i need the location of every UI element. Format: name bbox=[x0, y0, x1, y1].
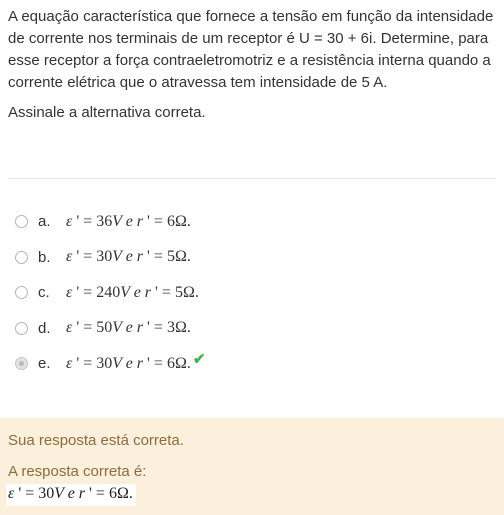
feedback-panel bbox=[0, 418, 504, 515]
correct-answer-label: A resposta correta é: bbox=[8, 463, 147, 480]
option-eps-value: 240 bbox=[96, 283, 121, 301]
option-r-value: 6Ω. bbox=[166, 212, 191, 230]
option-letter: c. bbox=[38, 284, 50, 302]
option-eps-value: 50 bbox=[96, 319, 113, 337]
option-formula: ε ' = 240V e r ' = 5Ω. bbox=[66, 283, 199, 301]
option-eps-value: 30 bbox=[96, 248, 113, 266]
option-r-value: 5Ω. bbox=[174, 283, 199, 301]
radio-button-selected[interactable] bbox=[15, 357, 28, 370]
option-formula: ε ' = 50V e r ' = 3Ω. bbox=[66, 319, 191, 337]
answer-option-c[interactable] bbox=[15, 275, 504, 311]
radio-button[interactable] bbox=[15, 322, 28, 335]
option-r-value: 5Ω. bbox=[166, 248, 191, 266]
option-letter: e. bbox=[38, 355, 51, 373]
correct-r-value: 6Ω. bbox=[108, 485, 133, 502]
option-letter: a. bbox=[38, 213, 51, 231]
answer-list bbox=[15, 204, 504, 382]
answer-option-a[interactable] bbox=[15, 204, 504, 240]
option-formula: ε ' = 30V e r ' = 5Ω. bbox=[66, 248, 191, 266]
answer-option-b[interactable] bbox=[15, 240, 504, 276]
option-formula: ε ' = 30V e r ' = 6Ω. bbox=[66, 354, 191, 372]
option-formula: ε ' = 36V e r ' = 6Ω. bbox=[66, 212, 191, 230]
option-eps-value: 36 bbox=[96, 212, 113, 230]
radio-button[interactable] bbox=[15, 215, 28, 228]
correct-eps-value: 30 bbox=[38, 485, 55, 502]
answer-option-e[interactable] bbox=[15, 346, 504, 382]
option-eps-value: 30 bbox=[96, 354, 113, 372]
option-letter: d. bbox=[38, 319, 51, 337]
option-r-value: 6Ω. bbox=[166, 354, 191, 372]
correct-check-icon: ✔ bbox=[192, 350, 206, 368]
feedback-status: Sua resposta está correta. bbox=[8, 432, 184, 449]
option-r-value: 3Ω. bbox=[166, 319, 191, 337]
option-letter: b. bbox=[38, 248, 51, 266]
answer-option-d[interactable] bbox=[15, 311, 504, 347]
question-text: A equação característica que fornece a tensão em função da intensidade de corrente nos terminais de um receptor é U = 30 + 6i. Determine, para esse receptor a força contraeletromotriz e a resistência interna quando a corrente elétrica que o atravessa tem intensidade de 5 A. bbox=[8, 8, 494, 91]
question-text-block bbox=[0, 0, 504, 124]
question-prompt: Assinale a alternativa correta. bbox=[8, 104, 206, 121]
correct-answer-formula: ε ' = 30V e r ' = 6Ω. bbox=[6, 484, 136, 506]
divider bbox=[8, 178, 496, 179]
radio-button[interactable] bbox=[15, 251, 28, 264]
radio-button[interactable] bbox=[15, 286, 28, 299]
